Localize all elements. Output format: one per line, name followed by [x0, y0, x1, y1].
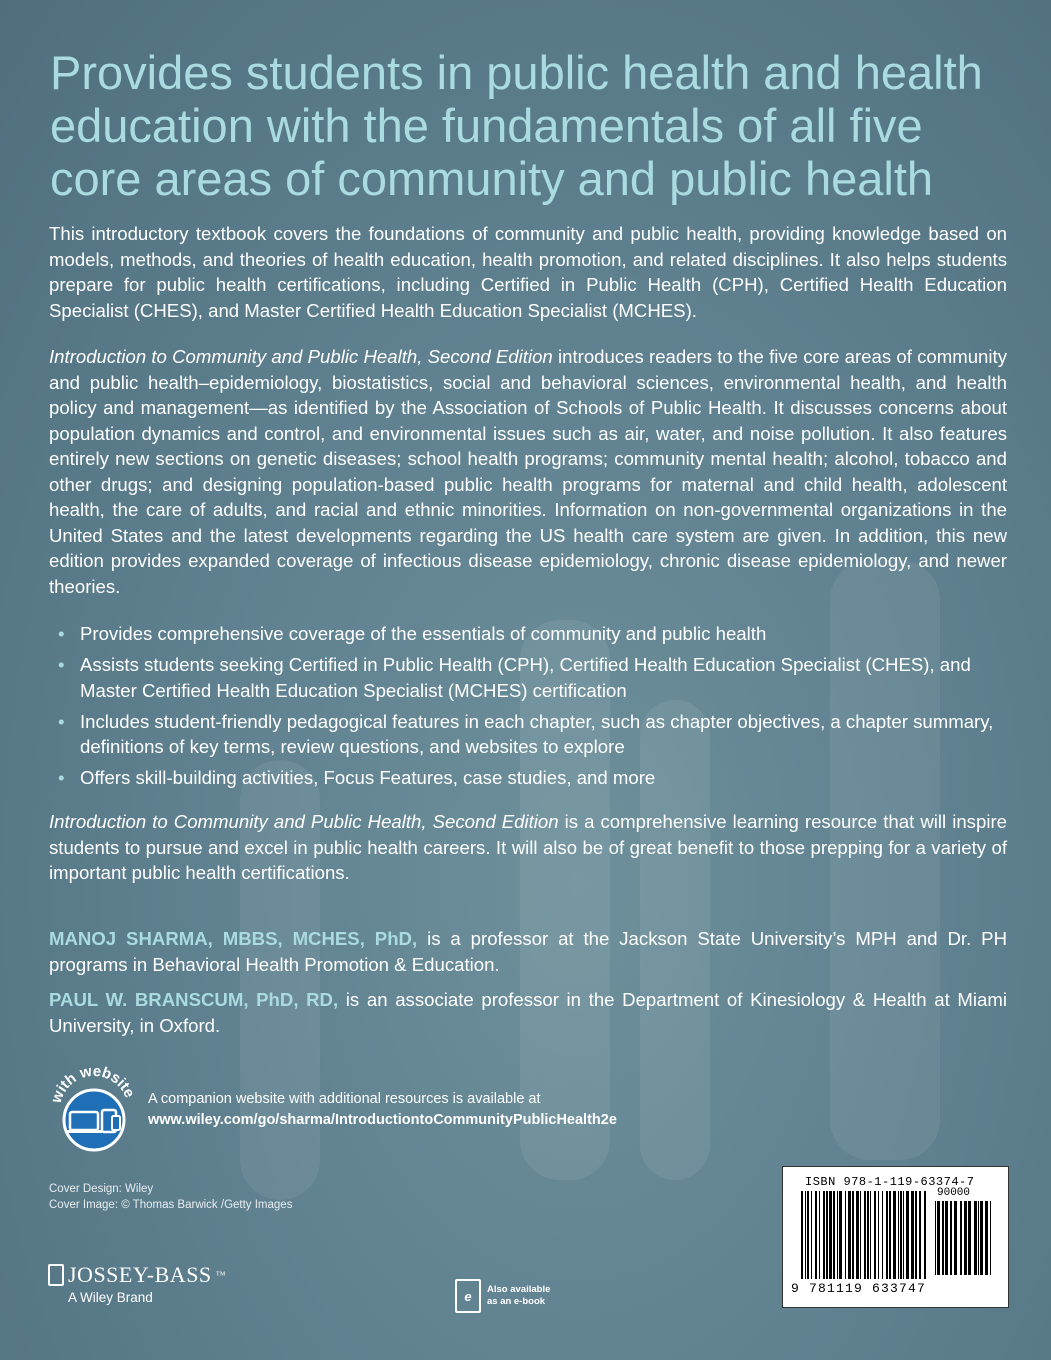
barcode-bar — [911, 1191, 914, 1279]
isbn-text: ISBN 978-1-119-63374-7 — [805, 1175, 975, 1189]
barcode-bar — [819, 1191, 820, 1279]
trademark: ™ — [215, 1269, 226, 1281]
barcode-main-bars — [801, 1191, 929, 1279]
closing-text: is a comprehensive learning resource that will inspire students to pursue and excel in public health careers. It will also be of great benefit to those prepping for a variety of important public health certifications. — [49, 811, 1007, 883]
ebook-text — [487, 1284, 550, 1308]
barcode-bar — [874, 1191, 876, 1279]
barcode-bar — [903, 1191, 904, 1279]
cover-design-credit: Cover Design: Wiley — [49, 1183, 154, 1195]
barcode-bar — [878, 1191, 879, 1279]
barcode-bar — [964, 1201, 967, 1275]
book-title: Introduction to Community and Public Health, Second Edition — [49, 346, 553, 367]
barcode-bar — [942, 1201, 944, 1275]
barcode-bar — [823, 1191, 825, 1279]
barcode-bar — [945, 1201, 948, 1275]
barcode-bar — [867, 1191, 869, 1279]
barcode-bar — [906, 1191, 909, 1279]
feature-list — [58, 621, 1008, 796]
barcode-bar — [870, 1191, 871, 1279]
barcode-bar — [900, 1191, 902, 1279]
ebook-notice — [455, 1279, 550, 1313]
jossey-bass-logo-icon — [48, 1264, 64, 1286]
ean-digits: 9 781119 633747 — [791, 1281, 927, 1296]
publisher-name-text: JOSSEY-BASS — [68, 1262, 212, 1287]
description-text: introduces readers to the five core areas of community and public health–epidemiology, biostatistics, social and behavioral sciences, environmental health, and health policy and management—as identified by the Association of Schools of Public Health. It discusses concerns about population dynamics and control, and environmental issues such as air, water, and noise pollution. It also features entirely new sections on genetic diseases; school health programs; community mental health; alcohol, tobacco and other drugs; and designing population-based public health programs for maternal and child health, adolescent health, the care of adults, and racial and ethnic minorities. Information on non-governmental organizations in the United States and the latest developments regarding the US health care system are given. In addition, this new edition provides expanded coverage of infectious disease epidemiology, chronic disease epidemiology, and newer theories. — [49, 346, 1007, 597]
barcode-bar — [968, 1201, 971, 1275]
author-name: MANOJ SHARMA, MBBS, MCHES, PhD, — [49, 928, 418, 949]
barcode-bar — [856, 1191, 859, 1279]
barcode-bar — [886, 1191, 888, 1279]
intro-paragraph: This introductory textbook covers the foundations of community and public health, providing knowledge based on models, methods, and theories of health education, health promotion, and related disciplines. It also helps students prepare for public health certifications, including Certified in Public Health (CPH), Certified Health Education Specialist (CHES), and Master Certified Health Education Specialist (MCHES). — [49, 223, 1007, 321]
barcode-bar — [811, 1191, 812, 1279]
barcode-bar — [960, 1201, 962, 1275]
website-line: A companion website with additional resources is available at — [148, 1091, 541, 1107]
ebook-icon: e — [455, 1279, 481, 1313]
barcode-bar — [924, 1191, 926, 1279]
barcode — [782, 1166, 1009, 1308]
barcode-bar — [919, 1191, 921, 1279]
author-description: is an associate professor in the Department of Kinesiology & Health at Miami University, in Oxford. — [49, 989, 1007, 1036]
author-bio — [49, 926, 1007, 977]
barcode-bar — [815, 1191, 817, 1279]
barcode-bar — [889, 1191, 891, 1279]
barcode-addon-bars — [935, 1201, 995, 1275]
devices-icon — [46, 1062, 142, 1158]
barcode-bar — [837, 1191, 838, 1279]
barcode-bar — [860, 1191, 861, 1279]
cover-credits — [49, 1181, 292, 1213]
barcode-bar — [852, 1191, 854, 1279]
barcode-bar — [937, 1201, 940, 1275]
badge-text: with website — [47, 1062, 139, 1106]
book-title: Introduction to Community and Public Health, Second Edition — [49, 811, 559, 832]
author-name: PAUL W. BRANSCUM, PhD, RD, — [49, 989, 339, 1010]
barcode-bar — [974, 1201, 977, 1275]
barcode-bar — [935, 1201, 936, 1275]
barcode-bar — [826, 1191, 828, 1279]
website-url[interactable]: www.wiley.com/go/sharma/IntroductiontoCommunityPublicHealth2e — [148, 1112, 617, 1128]
barcode-bar — [893, 1191, 896, 1279]
author-description: is a professor at the Jackson State University’s MPH and Dr. PH programs in Behavioral Health Promotion & Education. — [49, 928, 1007, 975]
barcode-bar — [805, 1191, 806, 1279]
list-item: • Assists students seeking Certified in Public Health (CPH), Certified Health Education Specialist (CHES), and Master Certified Health Education Specialist (MCHES) certification — [58, 652, 1008, 703]
barcode-bar — [801, 1191, 803, 1279]
barcode-bar — [898, 1191, 899, 1279]
barcode-bar — [829, 1191, 832, 1279]
price-code: 90000 — [937, 1187, 971, 1199]
barcode-bar — [978, 1201, 979, 1275]
description-paragraph — [49, 344, 1007, 599]
list-item: • Includes student-friendly pedagogical features in each chapter, such as chapter objectives, a chapter summary, definitions of key terms, review questions, and websites to explore — [58, 709, 1008, 760]
barcode-bar — [980, 1201, 983, 1275]
publisher-logo — [48, 1262, 226, 1305]
publisher-name — [48, 1262, 226, 1288]
website-info — [148, 1089, 617, 1131]
website-badge — [46, 1062, 142, 1158]
barcode-bar — [864, 1191, 866, 1279]
list-item: • Provides comprehensive coverage of the essentials of community and public health — [58, 621, 1008, 647]
barcode-bar — [915, 1191, 917, 1279]
list-item: • Offers skill-building activities, Focus Features, case studies, and more — [58, 765, 1008, 791]
publisher-tagline: A Wiley Brand — [68, 1290, 153, 1305]
barcode-bar — [950, 1201, 952, 1275]
barcode-bar — [845, 1191, 846, 1279]
barcode-bar — [985, 1201, 988, 1275]
cover-image-credit: Cover Image: © Thomas Barwick /Getty Images — [49, 1199, 293, 1211]
barcode-bar — [954, 1201, 957, 1275]
headline: Provides students in public health and health education with the fundamentals of all five core areas of community and public health — [50, 46, 983, 205]
ebook-line: as an e-book — [487, 1296, 546, 1307]
closing-paragraph — [49, 809, 1007, 886]
barcode-bar — [807, 1191, 809, 1279]
barcode-bar — [833, 1191, 835, 1279]
author-bio — [49, 987, 1007, 1038]
barcode-bar — [882, 1191, 883, 1279]
barcode-bar — [839, 1191, 842, 1279]
ebook-line: Also available — [487, 1284, 551, 1295]
barcode-bar — [848, 1191, 851, 1279]
barcode-bar — [990, 1201, 991, 1275]
